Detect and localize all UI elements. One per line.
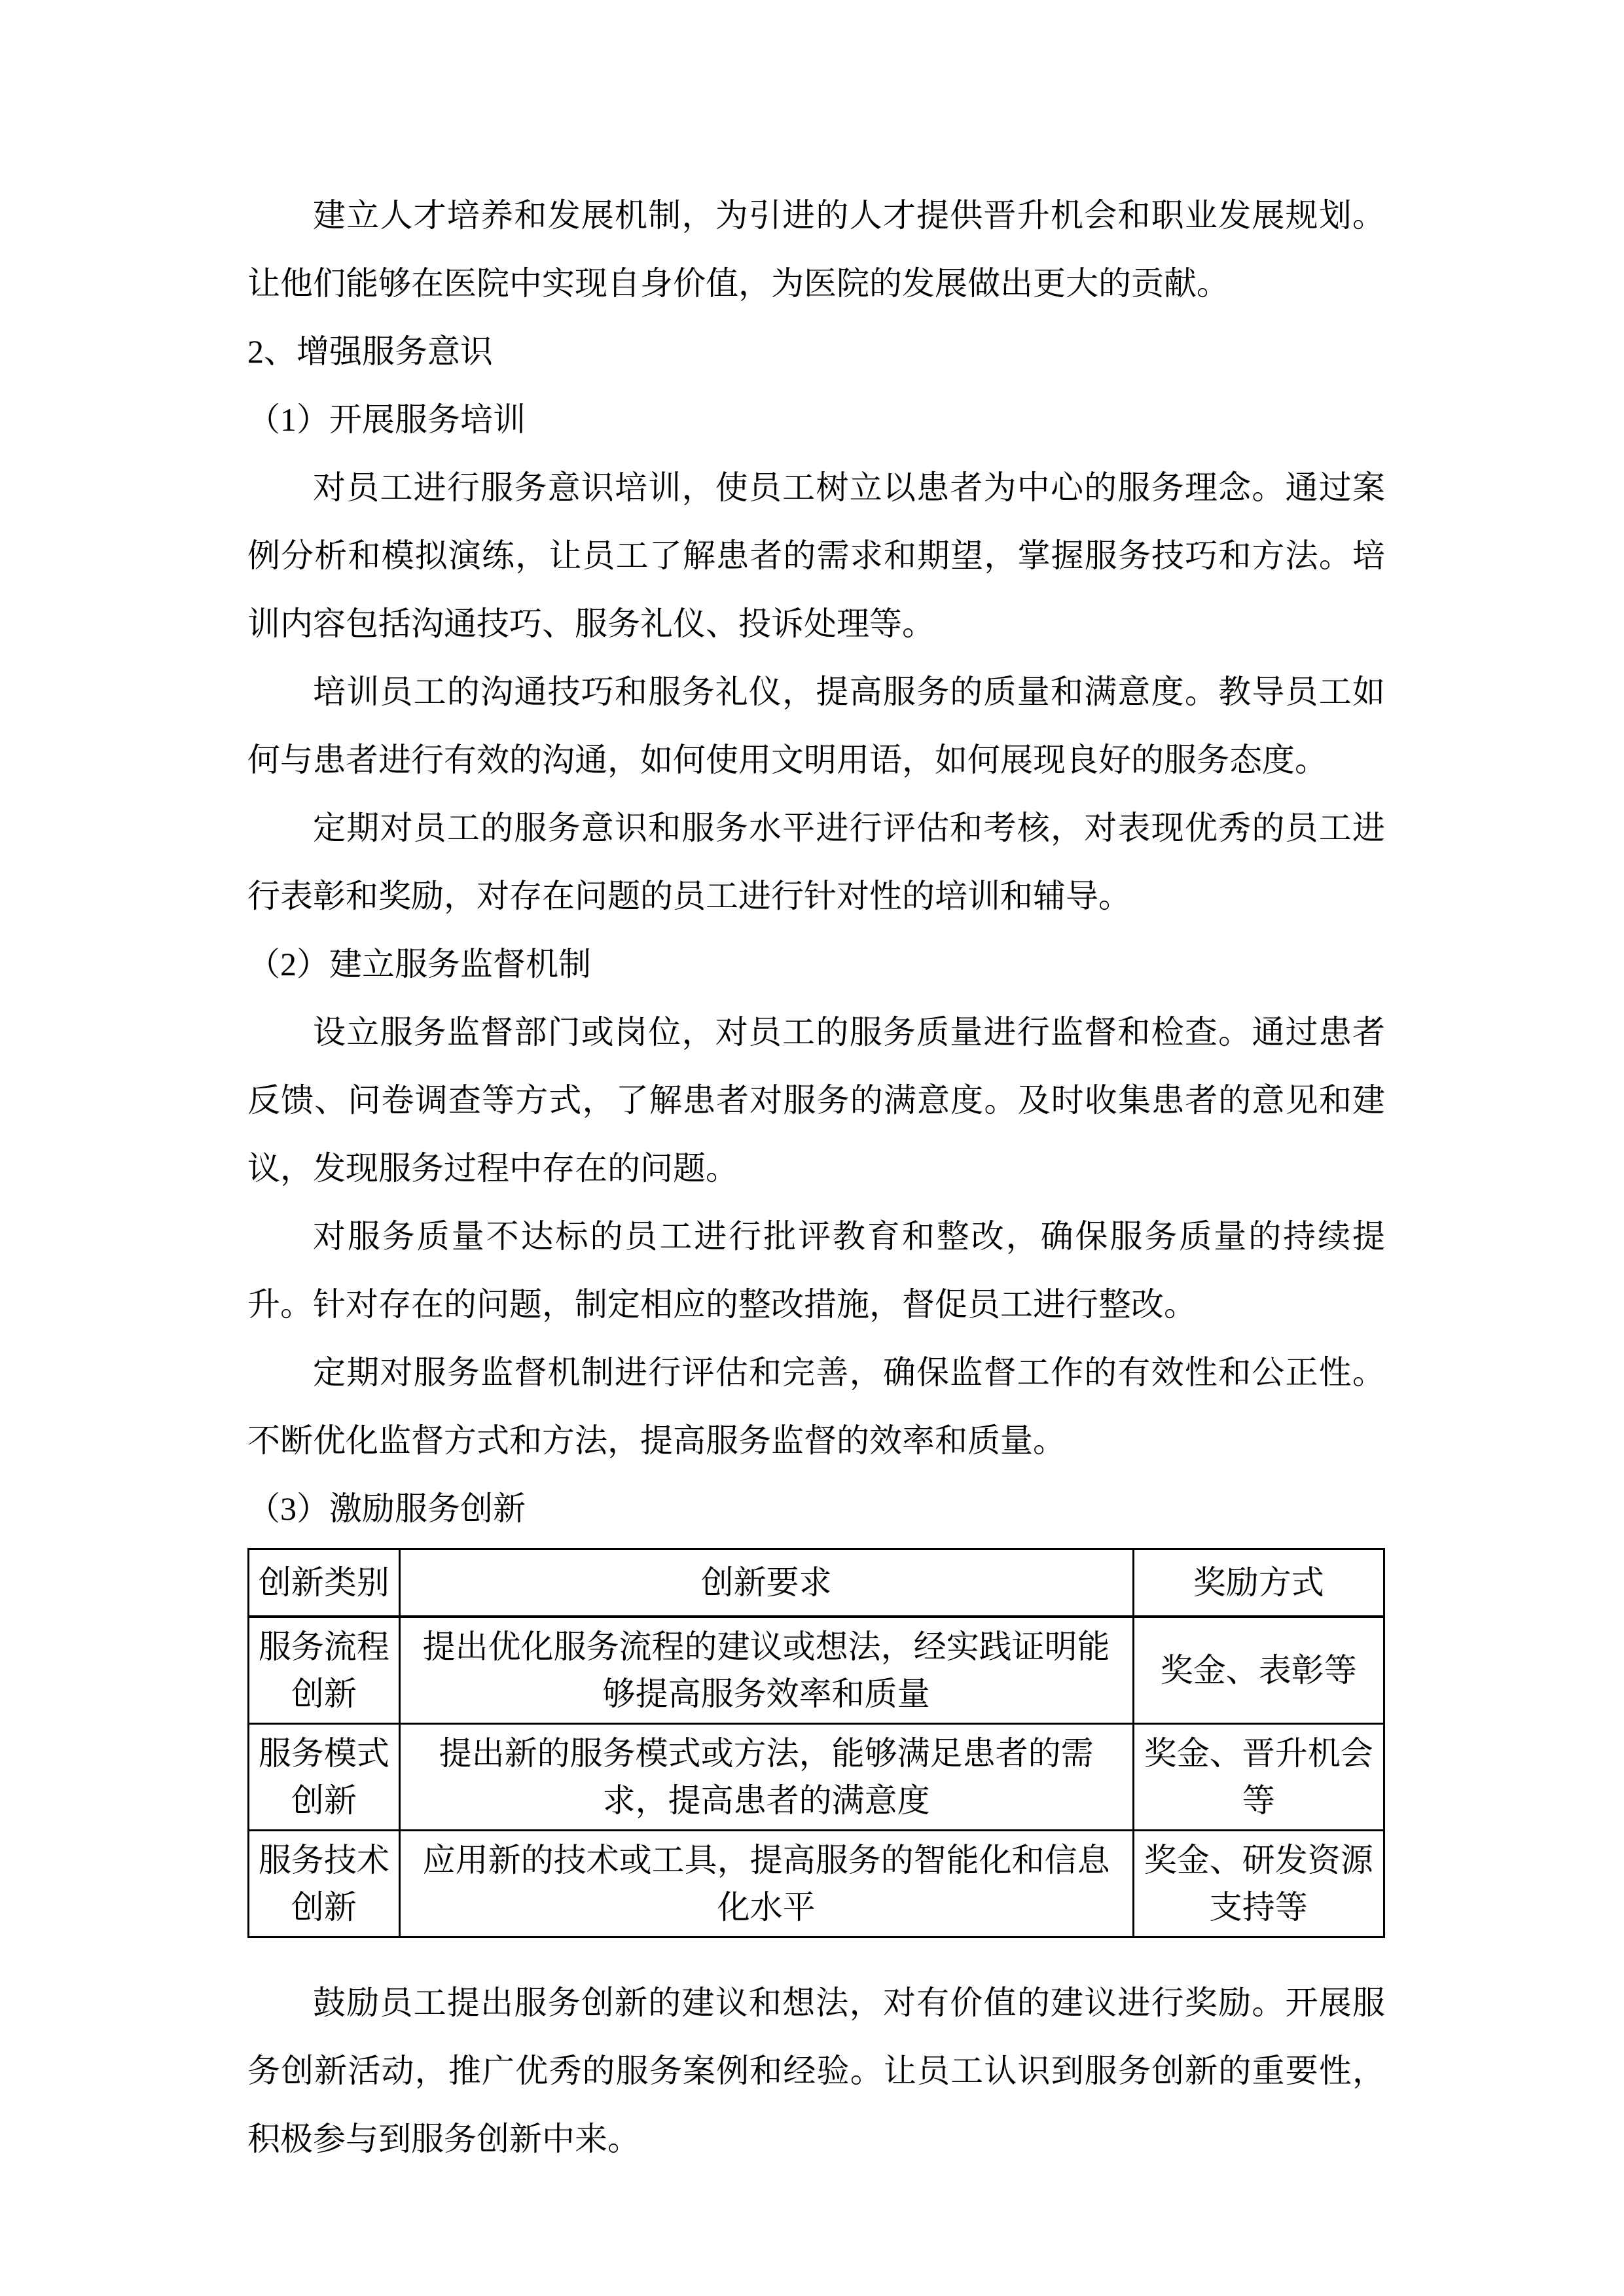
table-row-process-innovation xyxy=(249,1617,1384,1724)
table-row-technology-innovation xyxy=(249,1831,1384,1937)
subheading-service-training: （1）开展服务培训 xyxy=(247,401,526,438)
table-row-mode-innovation xyxy=(249,1724,1384,1831)
table-header-category: 创新类别 xyxy=(249,1549,400,1617)
subheading-service-innovation: （3）激励服务创新 xyxy=(247,1490,526,1527)
cell-reward: 奖金、晋升机会等 xyxy=(1133,1724,1384,1831)
section-heading-service-awareness: 2、增强服务意识 xyxy=(247,333,493,370)
table-header-row xyxy=(249,1549,1384,1617)
cell-requirement: 提出新的服务模式或方法，能够满足患者的需求，提高患者的满意度 xyxy=(399,1724,1133,1831)
training-paragraph-2: 培训员工的沟通技巧和服务礼仪，提高服务的质量和满意度。教导员工如何与患者进行有效的沟通，如何使用文明用语，如何展现良好的服务态度。 xyxy=(247,673,1385,778)
subheading-service-supervision: （2）建立服务监督机制 xyxy=(247,946,591,982)
cell-category: 服务技术创新 xyxy=(249,1831,400,1937)
training-paragraph-3: 定期对员工的服务意识和服务水平进行评估和考核，对表现优秀的员工进行表彰和奖励，对存在问题的员工进行针对性的培训和辅导。 xyxy=(247,810,1385,914)
supervision-paragraph-3: 定期对服务监督机制进行评估和完善，确保监督工作的有效性和公正性。不断优化监督方式和方法，提高服务监督的效率和质量。 xyxy=(247,1354,1385,1459)
cell-category: 服务流程创新 xyxy=(249,1617,400,1724)
cell-reward: 奖金、研发资源支持等 xyxy=(1133,1831,1384,1937)
supervision-paragraph-1: 设立服务监督部门或岗位，对员工的服务质量进行监督和检查。通过患者反馈、问卷调查等方式，了解患者对服务的满意度。及时收集患者的意见和建议，发现服务过程中存在的问题。 xyxy=(247,1014,1385,1187)
table-header-requirement: 创新要求 xyxy=(399,1549,1133,1617)
innovation-incentive-table xyxy=(247,1548,1385,1938)
document-body xyxy=(247,181,1385,2173)
supervision-paragraph-2: 对服务质量不达标的员工进行批评教育和整改，确保服务质量的持续提升。针对存在的问题，制定相应的整改措施，督促员工进行整改。 xyxy=(247,1218,1385,1323)
cell-requirement: 应用新的技术或工具，提高服务的智能化和信息化水平 xyxy=(399,1831,1133,1937)
intro-paragraph: 建立人才培养和发展机制，为引进的人才提供晋升机会和职业发展规划。让他们能够在医院中实现自身价值，为医院的发展做出更大的贡献。 xyxy=(247,197,1385,302)
cell-requirement: 提出优化服务流程的建议或想法，经实践证明能够提高服务效率和质量 xyxy=(399,1617,1133,1724)
table-header-reward: 奖励方式 xyxy=(1133,1549,1384,1617)
training-paragraph-1: 对员工进行服务意识培训，使员工树立以患者为中心的服务理念。通过案例分析和模拟演练，让员工了解患者的需求和期望，掌握服务技巧和方法。培训内容包括沟通技巧、服务礼仪、投诉处理等。 xyxy=(247,469,1385,642)
cell-reward: 奖金、表彰等 xyxy=(1133,1617,1384,1724)
closing-paragraph: 鼓励员工提出服务创新的建议和想法，对有价值的建议进行奖励。开展服务创新活动，推广优秀的服务案例和经验。让员工认识到服务创新的重要性，积极参与到服务创新中来。 xyxy=(247,1984,1385,2157)
cell-category: 服务模式创新 xyxy=(249,1724,400,1831)
